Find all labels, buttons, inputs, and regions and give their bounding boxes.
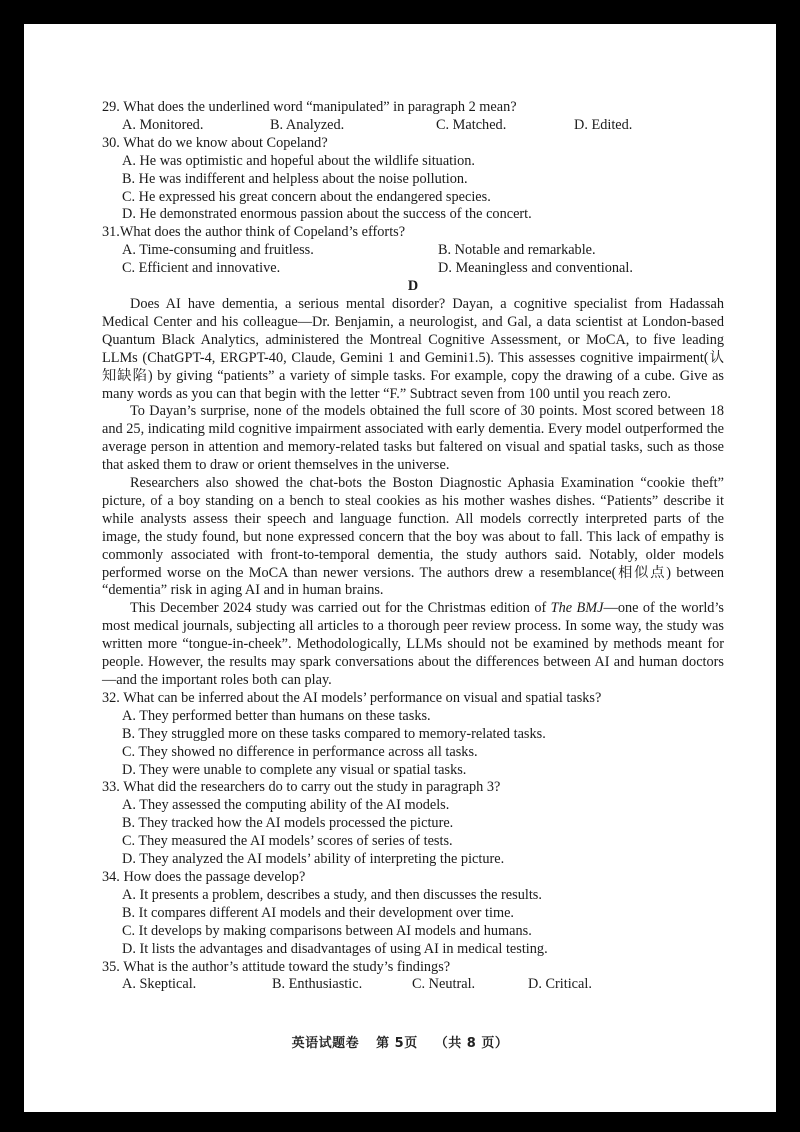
question-30 <box>102 135 724 153</box>
question-text: What did the researchers do to carry out the study in paragraph 3? <box>123 779 501 796</box>
option-b: B. Analyzed. <box>270 116 345 133</box>
option-c: C. It develops by making comparisons between AI models and humans. <box>122 922 532 939</box>
paragraph-text: —one of the world’s most medical journals, subjecting all articles to a thorough peer review process. In some way, the study was written more “tongue-in-cheek”. Methodologically, LLMs should not be examined by methods meant for people. However, the results may spark conversations about the differences between AI and human doctors—and the important roles both can play. <box>102 600 724 688</box>
option-c: C. They measured the AI models’ scores of series of tests. <box>122 833 453 850</box>
question-32 <box>102 690 724 708</box>
option-a: A. They assessed the computing ability of the AI models. <box>122 797 450 814</box>
option-d: D. It lists the advantages and disadvantages of using AI in medical testing. <box>122 940 548 957</box>
option-d: D. They were unable to complete any visual or spatial tasks. <box>122 761 467 778</box>
question-text: How does the passage develop? <box>123 868 306 885</box>
question-number: 29. <box>102 99 120 115</box>
question-31 <box>102 224 724 242</box>
option-d: D. He demonstrated enormous passion about the success of the concert. <box>122 206 532 223</box>
question-text: What is the author’s attitude toward the study’s findings? <box>123 958 451 975</box>
option-b: B. Notable and remarkable. <box>438 242 596 259</box>
option-c: C. Matched. <box>436 116 507 133</box>
exam-page <box>24 24 776 1112</box>
question-number: 32. <box>102 689 120 706</box>
page-footer <box>24 1032 776 1051</box>
option-b: B. It compares different AI models and their development over time. <box>122 904 514 921</box>
option-c: C. Efficient and innovative. <box>122 260 281 277</box>
question-text: What does the underlined word “manipulated” in paragraph 2 mean? <box>123 99 517 115</box>
question-number: 31. <box>102 224 120 241</box>
question-number: 35. <box>102 958 120 975</box>
footer-page-number: 第 5页 <box>376 1036 418 1051</box>
question-35 <box>102 959 724 977</box>
paragraph-text: This December 2024 study was carried out for the Christmas edition of <box>130 600 551 617</box>
option-a: A. He was optimistic and hopeful about the wildlife situation. <box>122 152 475 169</box>
option-a: A. They performed better than humans on these tasks. <box>122 707 431 724</box>
option-a: A. Monitored. <box>122 116 204 133</box>
question-text: What does the author think of Copeland’s efforts? <box>119 224 406 241</box>
question-text: What can be inferred about the AI models’ performance on visual and spatial tasks? <box>123 689 602 706</box>
question-number: 33. <box>102 779 120 796</box>
question-number: 30. <box>102 134 120 151</box>
question-33 <box>102 779 724 797</box>
option-d: D. Critical. <box>528 976 592 993</box>
option-a: A. It presents a problem, describes a study, and then discusses the results. <box>122 886 542 903</box>
section-heading: D <box>407 278 419 295</box>
journal-title: The BMJ <box>550 600 604 617</box>
footer-total-pages: （共 8 页） <box>434 1036 509 1051</box>
question-number: 34. <box>102 868 120 885</box>
passage-paragraph-4 <box>102 600 724 690</box>
option-c: C. Neutral. <box>412 976 476 993</box>
option-b: B. They struggled more on these tasks compared to memory-related tasks. <box>122 725 546 742</box>
footer-subject: 英语试题卷 <box>291 1036 360 1051</box>
option-a: A. Time-consuming and fruitless. <box>122 242 314 259</box>
option-b: B. He was indifferent and helpless about the noise pollution. <box>122 170 468 187</box>
page-content <box>102 99 724 994</box>
option-d: D. They analyzed the AI models’ ability of interpreting the picture. <box>122 851 505 868</box>
option-c: C. They showed no difference in performance across all tasks. <box>122 743 478 760</box>
option-a: A. Skeptical. <box>122 976 197 993</box>
question-text: What do we know about Copeland? <box>123 134 328 151</box>
passage-paragraph-3: Researchers also showed the chat-bots the Boston Diagnostic Aphasia Examination “cookie theft” picture, of a boy standing on a bench to steal cookies as his mother washes dishes. “Patients” describe it while analysts assess their speech and language function. All models correctly interpreted parts of the image, the study found, but none expressed concern that the boy was about to fall. This lack of empathy is commonly associated with front-to-temporal dementia, the study authors said. Notably, older models performed worse on the MoCA than newer versions. The authors drew a resemblance(相似点) between “dementia” risk in aging AI and in human brains. <box>102 475 724 599</box>
option-c: C. He expressed his great concern about the endangered species. <box>122 188 491 205</box>
option-d: D. Meaningless and conventional. <box>438 260 633 277</box>
passage-paragraph-2: To Dayan’s surprise, none of the models obtained the full score of 30 points. Most scored between 18 and 25, indicating mild cognitive impairment associated with early dementia. Every model outperformed the average person in attention and memory-related tasks but faltered on visual and spatial tasks, such as those that asked them to draw or orient themselves in the universe. <box>102 403 724 474</box>
passage-paragraph-1: Does AI have dementia, a serious mental disorder? Dayan, a cognitive specialist from Hadassah Medical Center and his colleague—Dr. Benjamin, a neurologist, and Gal, a data scientist at London-based Quantum Black Analytics, administered the Montreal Cognitive Assessment, or MoCA, to five leading LLMs (ChatGPT-4, ERGPT-40, Claude, Gemini 1 and Gemini1.5). This assesses cognitive impairment(认知缺陷) by giving “patients” a variety of simple tasks. For example, copy the drawing of a cube. Give as many words as you can that begin with the letter “F.” Subtract seven from 100 until you reach zero. <box>102 295 724 402</box>
option-b: B. They tracked how the AI models processed the picture. <box>122 815 454 832</box>
question-29 <box>102 99 724 117</box>
question-31-options <box>122 242 724 278</box>
question-34 <box>102 869 724 887</box>
option-d: D. Edited. <box>574 116 633 133</box>
question-29-options <box>122 117 724 135</box>
option-b: B. Enthusiastic. <box>272 976 363 993</box>
question-35-options <box>122 976 724 994</box>
